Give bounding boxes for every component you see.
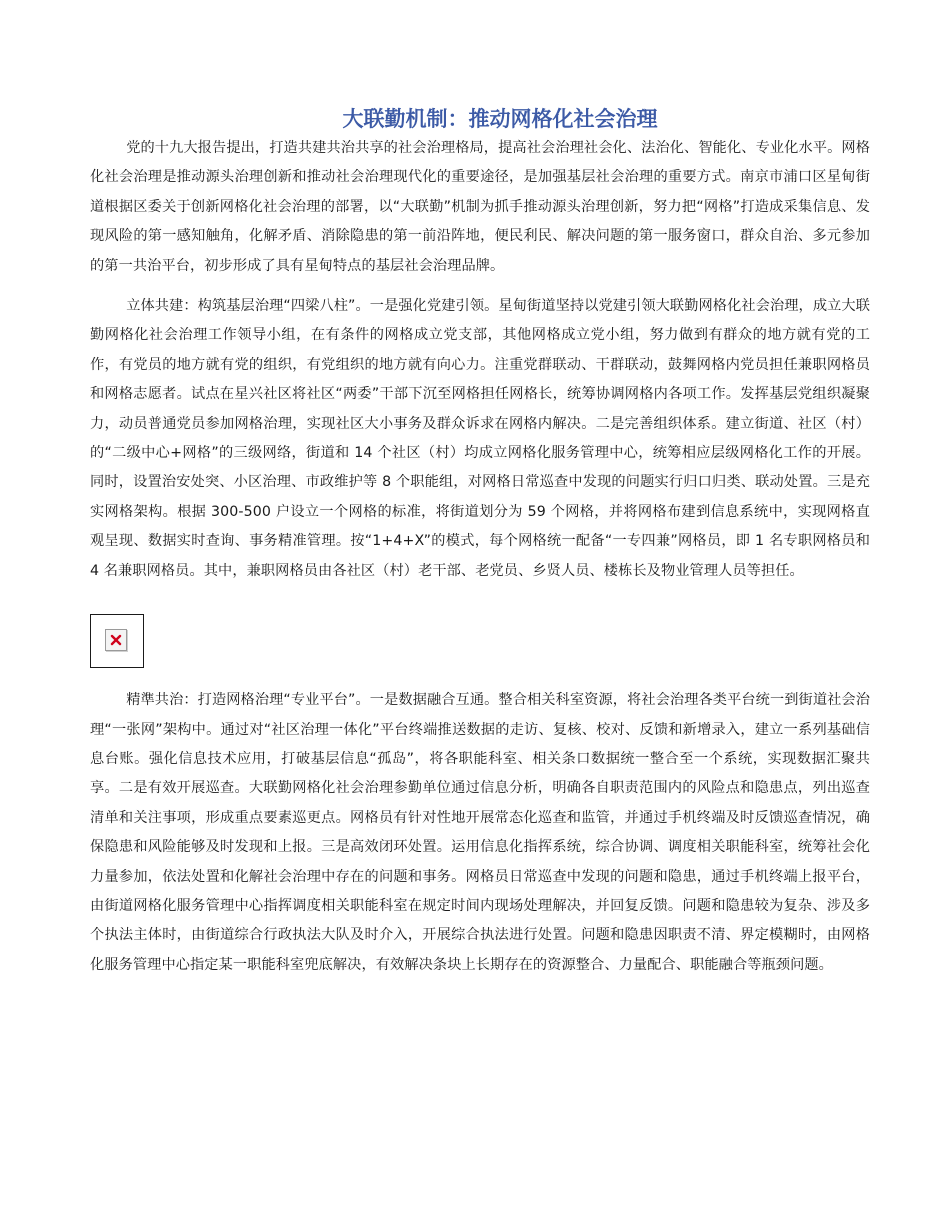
broken-image <box>90 614 144 668</box>
document-title: 大联勤机制：推动网格化社会治理 <box>342 107 658 131</box>
document-page <box>90 104 870 980</box>
broken-image-x-icon <box>110 634 122 646</box>
section-paragraph-co-construction: 立体共建：构筑基层治理“四梁八柱”。一是强化党建引领。星甸街道坚持以党建引领大联勤网格化社会治理，成立大联勤网格化社会治理工作领导小组，在有条件的网格成立党支部，其他网格成立党小组，努力做到有群众的地方就有党的工作，有党员的地方就有党的组织，有党组织的地方就有向心力。注重党群联动、干群联动，鼓舞网格内党员担任兼职网格员和网格志愿者。试点在星兴社区将社区“两委”干部下沉至网格担任网格长，统筹协调网格内各项工作。发挥基层党组织凝聚力，动员普通党员参加网格治理，实现社区大小事务及群众诉求在网格内解决。二是完善组织体系。建立街道、社区（村）的“二级中心+网格”的三级网络，街道和 14 个社区（村）均成立网格化服务管理中心，统筹相应层级网格化工作的开展。同时，设置治安处突、小区治理、市政维护等 8 个职能组，对网格日常巡查中发现的问题实行归口归类、联动处置。三是充实网格架构。根据 300-500 户设立一个网格的标准，将街道划分为 59 个网格，并将网格布建到信息系统中，实现网格直观呈现、数据实时查询、事务精准管理。按“1+4+X”的模式，每个网格统一配备“一专四兼”网格员，即 1 名专职网格员和 4 名兼职网格员。其中，兼职网格员由各社区（村）老干部、老党员、乡贤人员、楼栋长及物业管理人员等担任。 <box>90 298 870 579</box>
intro-paragraph: 党的十九大报告提出，打造共建共治共享的社会治理格局，提高社会治理社会化、法治化、智能化、专业化水平。网格化社会治理是推动源头治理创新和推动社会治理现代化的重要途径，是加强基层社会治理的重要方式。南京市浦口区星甸街道根据区委关于创新网格化社会治理的部署，以“大联勤”机制为抓手推动源头治理创新，努力把“网格”打造成采集信息、发现风险的第一感知触角，化解矛盾、消除隐患的第一前沿阵地，便民利民、解决问题的第一服务窗口，群众自治、多元参加的第一共治平台，初步形成了具有星甸特点的基层社会治理品牌。 <box>90 140 870 274</box>
broken-image-icon <box>105 629 127 651</box>
section-paragraph-co-governance: 精準共治：打造网格治理“专业平台”。一是数据融合互通。整合相关科室资源，将社会治理各类平台统一到街道社会治理“一张网”架构中。通过对“社区治理一体化”平台终端推送数据的走访、复核、校对、反馈和新增录入，建立一系列基础信息台账。强化信息技术应用，打破基层信息“孤岛”，将各职能科室、相关条口数据统一整合至一个系统，实现数据汇聚共享。二是有效开展巡查。大联勤网格化社会治理参勤单位通过信息分析，明确各自职责范围内的风险点和隐患点，列出巡查清单和关注事项，形成重点要素巡更点。网格员有针对性地开展常态化巡查和监管，并通过手机终端及时反馈巡查情况，确保隐患和风险能够及时发现和上报。三是高效闭环处置。运用信息化指挥系统，综合协调、调度相关职能科室，统筹社会化力量参加，依法处置和化解社会治理中存在的问题和事务。网格员日常巡查中发现的问题和隐患，通过手机终端上报平台，由街道网格化服务管理中心指挥调度相关职能科室在规定时间内现场处理解决，并回复反馈。问题和隐患较为复杂、涉及多个执法主体时，由街道综合行政执法大队及时介入，开展综合执法进行处置。问题和隐患因职责不清、界定模糊时，由网格化服务管理中心指定某一职能科室兜底解决，有效解决条块上长期存在的资源整合、力量配合、职能融合等瓶颈问题。 <box>90 692 870 973</box>
